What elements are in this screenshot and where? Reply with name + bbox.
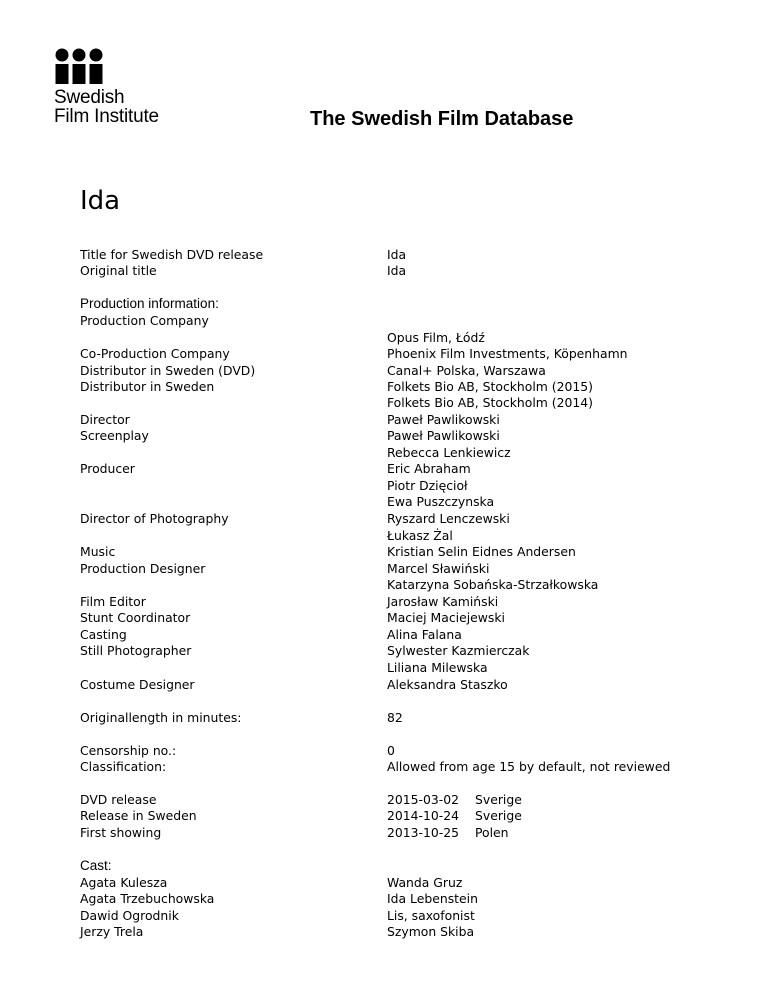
original-title-value: Ida	[387, 263, 407, 278]
crew-label-casting: Casting	[80, 627, 127, 642]
co-production-label: Co-Production Company	[80, 346, 230, 361]
crew-value: Rebecca Lenkiewicz	[387, 445, 511, 460]
crew-value: Alina Falana	[387, 627, 462, 642]
crew-label-director: Director	[80, 412, 130, 427]
crew-value: Liliana Milewska	[387, 660, 488, 675]
release-country: Polen	[475, 825, 509, 840]
crew-value: Paweł Pawlikowski	[387, 412, 500, 427]
crew-label-screenplay: Screenplay	[80, 428, 149, 443]
production-company-value: Opus Film, Łódź	[387, 330, 485, 345]
sfi-logo	[54, 48, 194, 84]
cast-role: Lis, saxofonist	[387, 908, 475, 923]
database-title: The Swedish Film Database	[310, 108, 574, 130]
distributor-value-2: Folkets Bio AB, Stockholm (2015)	[387, 379, 594, 394]
film-title: Ida	[80, 186, 121, 216]
crew-value: Eric Abraham	[387, 461, 471, 476]
cast-actor: Jerzy Trela	[80, 924, 144, 939]
crew-label-costume: Costume Designer	[80, 677, 195, 692]
crew-value: Katarzyna Sobańska-Strzałkowska	[387, 577, 599, 592]
crew-value: Piotr Dzięcioł	[387, 478, 468, 493]
cast-actor: Agata Trzebuchowska	[80, 891, 215, 906]
length-label: Originallength in minutes:	[80, 710, 242, 725]
crew-label-production-designer: Production Designer	[80, 561, 206, 576]
release-label: DVD release	[80, 792, 157, 807]
release-date: 2015-03-02	[387, 792, 460, 807]
crew-value: Łukasz Żal	[387, 528, 453, 543]
dvd-title-value: Ida	[387, 247, 407, 262]
logo-line-2: Film Institute	[54, 106, 159, 127]
co-production-value: Phoenix Film Investments, Köpenhamn	[387, 346, 628, 361]
release-date: 2014-10-24	[387, 808, 460, 823]
cast-actor: Dawid Ogrodnik	[80, 908, 179, 923]
logo-line-1: Swedish	[54, 87, 125, 108]
sfi-logo-mark	[54, 48, 106, 84]
crew-label-stunt: Stunt Coordinator	[80, 610, 191, 625]
length-value: 82	[387, 710, 403, 725]
release-label: First showing	[80, 825, 162, 840]
cast-role: Ida Lebenstein	[387, 891, 478, 906]
cast-role: Wanda Gruz	[387, 875, 463, 890]
crew-label-still: Still Photographer	[80, 643, 192, 658]
cast-role: Szymon Skiba	[387, 924, 475, 939]
classification-label: Classification:	[80, 759, 167, 774]
crew-value: Paweł Pawlikowski	[387, 428, 500, 443]
cast-actor: Agata Kulesza	[80, 875, 168, 890]
crew-value: Jarosław Kamiński	[387, 594, 499, 609]
production-company-label: Production Company	[80, 313, 209, 328]
release-country: Sverige	[475, 808, 522, 823]
distributor-dvd-label: Distributor in Sweden (DVD)	[80, 363, 256, 378]
crew-value: Marcel Sławiński	[387, 561, 490, 576]
crew-value: Sylwester Kazmierczak	[387, 643, 530, 658]
censorship-label: Censorship no.:	[80, 743, 177, 758]
release-date: 2013-10-25	[387, 825, 460, 840]
cast-heading: Cast:	[80, 858, 112, 873]
distributor-label: Distributor in Sweden	[80, 379, 215, 394]
crew-value: Ewa Puszczynska	[387, 494, 495, 509]
production-heading: Production information:	[80, 296, 219, 311]
crew-label-editor: Film Editor	[80, 594, 146, 609]
dvd-title-label: Title for Swedish DVD release	[80, 247, 264, 262]
censorship-value: 0	[387, 743, 395, 758]
logo-text	[54, 88, 159, 126]
crew-value: Aleksandra Staszko	[387, 677, 508, 692]
crew-label-producer: Producer	[80, 461, 135, 476]
classification-value: Allowed from age 15 by default, not reviewed	[387, 759, 671, 774]
crew-value: Ryszard Lenczewski	[387, 511, 510, 526]
crew-value: Maciej Maciejewski	[387, 610, 505, 625]
crew-label-music: Music	[80, 544, 116, 559]
original-title-label: Original title	[80, 263, 157, 278]
distributor-value-3: Folkets Bio AB, Stockholm (2014)	[387, 395, 594, 410]
crew-value: Kristian Selin Eidnes Andersen	[387, 544, 576, 559]
release-country: Sverige	[475, 792, 522, 807]
crew-label-photography: Director of Photography	[80, 511, 229, 526]
distributor-value-1: Canal+ Polska, Warszawa	[387, 363, 546, 378]
release-label: Release in Sweden	[80, 808, 197, 823]
